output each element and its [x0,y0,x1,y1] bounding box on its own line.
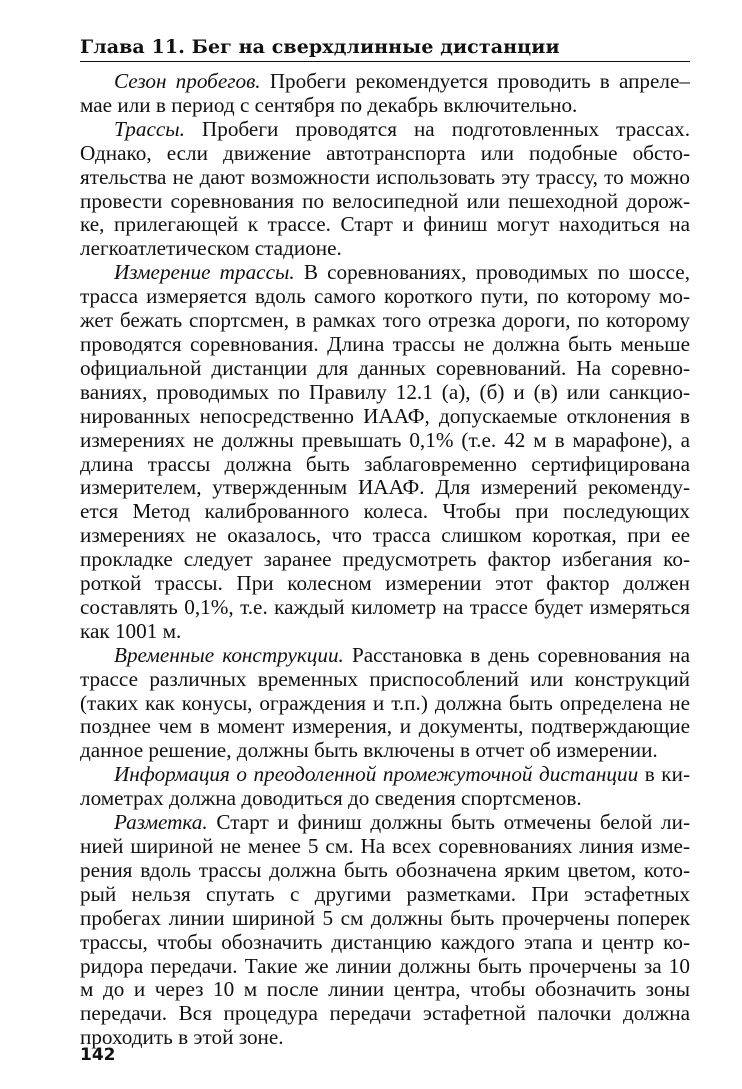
page-number: 142 [80,1045,116,1065]
paragraph-lead: Измерение трассы. [114,260,295,285]
page-body [80,70,690,1050]
paragraph-text: Пробеги проводятся на подготовленных трассах. Однако, если движение автотранспорта или подобные обстоятельства не дают возможности использовать эту трассу, то можно провести соревнования по велосипедной или пешеходной дорожке, прилегающей к трассе. Старт и финиш могут находиться на легкоатлетическом стадионе. [80,116,690,261]
paragraph-routes [80,118,690,261]
paragraph-temporary-structures [80,644,690,764]
paragraph-season [80,70,690,118]
paragraph-lead: Информация о преодоленной промежуточной дистанции [114,762,639,787]
paragraph-text: Пробеги рекомендуется проводить в апреле–мае или в период с сентября по декабрь включительно. [80,69,690,117]
paragraph-text: В соревнованиях, проводимых по шоссе, трасса измеряется вдоль самого короткого пути, по которому может бежать спортсмен, в рамках того отрезка дороги, по которому проводятся соревнования. Длина трассы не должна быть меньше официальной дистанции для данных соревнований. На соревнованиях, проводимых по Правилу 12.1 (а), (б) и (в) или санкционированных непосредственно ИААФ, допускаемые отклонения в измерениях не должны превышать 0,1% (т.е. 42 м в марафоне), а длина трассы должна быть заблаговременно сертифицирована измерителем, утвержденным ИААФ. Для измерений рекомендуется Метод калиброванного колеса. Чтобы при последующих измерениях не оказалось, что трасса слишком короткая, при ее прокладке следует заранее предусмотреть фактор избегания короткой трассы. При колесном измерении этот фактор должен составлять 0,1%, т.е. каждый километр на трассе будет измеряться как 1001 м. [80,260,690,643]
paragraph-lead: Трассы. [114,116,185,141]
paragraph-lead: Разметка. [114,810,208,835]
paragraph-lead: Сезон пробегов. [114,69,261,93]
paragraph-lead: Временные конструкции. [114,642,344,667]
paragraph-distance-info [80,763,690,811]
paragraph-measurement [80,261,690,644]
running-header: Глава 11. Бег на сверхдлинные дистанции [80,36,690,62]
paragraph-text: Старт и финиш должны быть отмечены белой линией шириной не менее 5 см. На всех соревнованиях линия измерения вдоль трассы должна быть обозначена ярким цветом, который нельзя спутать с другими разметками. При эстафетных пробегах линии шириной 5 см должны быть прочерчены поперек трассы, чтобы обозначить дистанцию каждого этапа и центр коридора передачи. Такие же линии должны быть прочерчены за 10 м до и через 10 м после линии центра, чтобы обозначить зоны передачи. Вся процедура передачи эстафетной палочки должна проходить в этой зоне. [80,810,690,1050]
paragraph-text: Расстановка в день соревнования на трассе различных временных приспособлений или конструкций (таких как конусы, ограждения и т.п.) должна быть определена не позднее чем в момент измерения, и документы, подтверждающие данное решение, должны быть включены в отчет об измерении. [80,642,690,763]
paragraph-text: в километрах должна доводиться до сведения спортсменов. [80,762,691,811]
paragraph-marking [80,811,690,1050]
